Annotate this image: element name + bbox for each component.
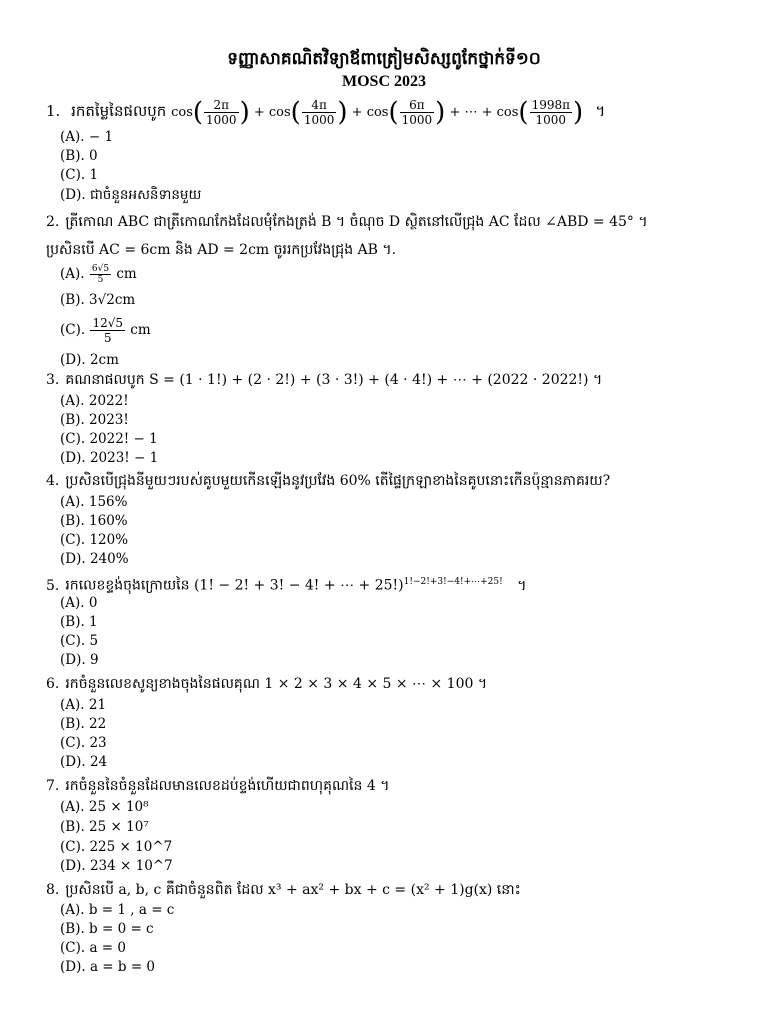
option-c: (C). 2022! − 1: [60, 431, 158, 447]
option-d: (D). 24: [60, 754, 108, 770]
option-c: (C). 225 × 10^7: [60, 839, 173, 855]
question-number: 4.: [46, 473, 60, 489]
option-b: (B). 3√2cm: [60, 292, 136, 308]
question-2: [46, 212, 736, 232]
question-text: រកលេខខ្ទង់ចុងក្រោយនៃ (1! − 2! + 3! − 4! + ⋯ + 25!): [65, 577, 404, 594]
question-number: 5.: [46, 577, 60, 594]
option-d: (D). 2023! − 1: [60, 450, 159, 466]
option-label: (C).: [60, 322, 90, 338]
question-3: [46, 370, 736, 390]
option-a: (A). 21: [60, 697, 107, 713]
exam-subtitle: MOSC 2023: [342, 73, 426, 90]
option-d: (D). 240%: [60, 551, 129, 567]
question-number: 8.: [46, 882, 60, 898]
option-c: (C). $\frac{12√5}{5}$ cm: [60, 316, 151, 345]
question-2-line2: ប្រសិនបើ AC = 6cm និង AD = 2cm ចូររកប្រវែងជ្រុង AB ។.: [46, 242, 397, 258]
question-8: [46, 880, 736, 900]
option-c: (C). 1: [60, 167, 99, 183]
option-a: (A). 2022!: [60, 393, 129, 409]
option-c: (C). 23: [60, 735, 107, 751]
option-label: (A).: [60, 266, 89, 282]
question-tail: ។: [517, 577, 527, 594]
question-number: 2.: [46, 214, 60, 230]
option-a: (A). $\frac{6√5}{5}$ cm: [60, 264, 137, 285]
question-number: 1.: [46, 102, 61, 120]
question-number: 7.: [46, 778, 60, 794]
question-text: រកចំនួនលេខសូន្យខាងចុងនៃផលគុណ 1 × 2 × 3 × 4 × 5 × ⋯ × 100 ។: [65, 676, 488, 692]
option-d: (D). 234 × 10^7: [60, 858, 173, 874]
option-d: (D). 2cm: [60, 352, 119, 368]
option-a: (A). 25 × 10⁸: [60, 799, 149, 815]
option-c: (C). 5: [60, 633, 99, 649]
option-d: (D). ជាចំនួនអសនិទានមួយ: [60, 187, 202, 203]
question-text: រកតម្លៃនៃផលបូក: [71, 102, 167, 120]
option-c: (C). a = 0: [60, 940, 126, 956]
question-text: ប្រសិនបើ a, b, c គឺជាចំនួនពិត ដែល x³ + ax² + bx + c = (x² + 1)g(x) នោះ: [65, 882, 521, 898]
question-text: ប្រសិនបើជ្រុងនីមួយៗរបស់គូបមួយកើនឡើងនូវប្រវែង 60% តើផ្ទៃក្រឡាខាងនៃគូបនោះកើនប៉ុន្មានភាគរយ?: [65, 473, 611, 489]
question-text: រកចំនួននៃចំនួនដែលមានលេខដប់ខ្ទង់ហើយជាពហុគុណនៃ 4 ។: [65, 778, 390, 794]
option-a: (A). b = 1 , a = c: [60, 902, 175, 918]
question-6: [46, 674, 736, 694]
question-7: [46, 776, 736, 796]
option-d: (D). a = b = 0: [60, 959, 156, 975]
option-b: (B). 160%: [60, 513, 128, 529]
option-b: (B). 22: [60, 716, 107, 732]
question-tail: ។: [595, 102, 606, 120]
question-4: [46, 471, 736, 491]
question-number: 6.: [46, 676, 60, 692]
option-a: (A). − 1: [60, 129, 114, 145]
option-b: (B). 1: [60, 614, 98, 630]
option-c: (C). 120%: [60, 532, 129, 548]
option-a: (A). 156%: [60, 494, 128, 510]
question-1: [46, 96, 736, 128]
option-b: (B). 0: [60, 148, 98, 164]
question-exponent: 1!−2!+3!−4!+⋯+25!: [403, 577, 503, 587]
question-text-line1: ត្រីកោណ ABC ជាត្រីកោណកែងដែលមុំកែងត្រង់ B ។ ចំណុច D ស្ថិតនៅលើជ្រុង AC ដែល ∠ABD = 45° ។: [65, 214, 648, 230]
question-5: [46, 572, 736, 596]
exam-title: ទញ្ញាសាគណិតវិទ្យាឪពាត្រៀមសិស្សពូកែថ្នាក់ទី១០: [227, 49, 541, 69]
option-d: (D). 9: [60, 652, 99, 668]
question-math: cos( $\frac{2\pi}{1000}$ ) + cos( $\frac{4\pi}{1000}$ ) + cos( $\frac{6\pi}{1000}$ ) + ⋯ + cos( $\frac{1998\pi}{1000}$ ): [171, 97, 584, 128]
option-a: (A). 0: [60, 595, 98, 611]
question-text: គណនាផលបូក S = (1 · 1!) + (2 · 2!) + (3 · 3!) + (4 · 4!) + ⋯ + (2022 · 2022!) ។: [65, 372, 603, 388]
question-number: 3.: [46, 372, 60, 388]
option-b: (B). 25 × 10⁷: [60, 819, 149, 835]
option-b: (B). b = 0 = c: [60, 921, 154, 937]
option-b: (B). 2023!: [60, 412, 129, 428]
